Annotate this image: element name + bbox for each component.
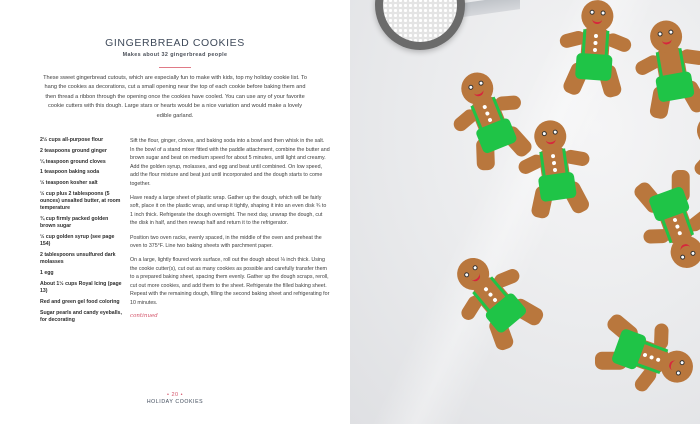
- ingredient-item: ½ cup golden syrup (see page 154): [40, 234, 115, 248]
- cookie-photo: [350, 0, 700, 424]
- ingredient-item: 1 teaspoon baking soda: [40, 169, 100, 176]
- ingredient-item: Red and green gel food coloring: [40, 298, 120, 305]
- method-step: On a large, lightly floured work surface, roll out the dough about ⅛ inch thick. Using the cookie cutter(s), cut out as many cookies as possible and carefully transfer them to a prepared baking sheet, spacing them evenly. Gather up the dough scraps, reroll, cut out more cookies, and add them to the sheet. Refrigerate the filled baking sheet. Repeat with the remaining dough, filling the second baking sheet and refrigerating for 10 minutes.: [130, 257, 330, 306]
- gingerbread-cookie: [552, 0, 639, 103]
- ingredient-item: 2 teaspoons ground ginger: [40, 147, 107, 154]
- section-name: HOLIDAY COOKIES: [146, 399, 204, 405]
- ingredient-item: ½ cup plus 2 tablespoons (5 ounces) unsalted butter, at room temperature: [40, 190, 121, 212]
- ingredient-item: ¾ cup firmly packed golden brown sugar: [40, 216, 109, 230]
- method-steps: [130, 137, 330, 319]
- recipe-yield: Makes about 32 gingerbread people: [122, 52, 228, 58]
- ingredient-item: 1 egg: [40, 270, 54, 277]
- ingredient-item: About 1½ cups Royal Icing (page 13): [40, 280, 122, 295]
- ingredient-item: Sugar pearls and candy eyeballs, for decorating: [40, 309, 122, 323]
- ingredient-item: ¼ teaspoon ground cloves: [40, 158, 106, 165]
- ingredient-list: [40, 137, 122, 328]
- ingredient-item: 2 tablespoons unsulfured dark molasses: [40, 252, 116, 266]
- ingredient-item: 2½ cups all-purpose flour: [40, 137, 104, 143]
- gingerbread-cookie: [508, 115, 601, 225]
- ingredient-item: ½ teaspoon kosher salt: [40, 180, 98, 187]
- recipe-title: GINGERBREAD COOKIES: [105, 37, 245, 49]
- title-divider: [159, 67, 191, 68]
- continued-marker: continued: [130, 313, 158, 320]
- page-footer: [0, 392, 350, 405]
- method-step: Position two oven racks, evenly spaced, in the middle of the oven and preheat the oven to 375°F. Line two baking sheets with parchment paper.: [130, 234, 322, 250]
- sugar-pearls: [383, 0, 457, 42]
- page-number: • 20 •: [166, 392, 184, 398]
- method-step: Have ready a large sheet of plastic wrap. Gather up the dough, which will be fairly soft, place it on the plastic wrap, and wrap it tightly, shaping it into an even disk ¾ to 1 inch thick. Refrigerate the dough overnight. The next day, unwrap the dough, cut the disk in half, and then rewrap half and return it to the refrigerator.: [130, 194, 327, 227]
- method-step: Sift the flour, ginger, cloves, and baking soda into a bowl and then whisk in the salt. In the bowl of a stand mixer fitted with the paddle attachment, combine the butter and brown sugar and beat on medium speed for about 5 minutes, until light and creamy. Add the golden syrup, molasses, and egg and beat until combined. On low speed, add the flour mixture and beat just until incorporated and the dough starts to come together.: [130, 138, 330, 187]
- recipe-intro: These sweet gingerbread cutouts, which are especially fun to make with kids, top my holiday cookie list. To hang the cookies as decorations, cut a small opening near the top of each cookie before baking them and then thread a ribbon through the opening once the cookies have cooled. You can use any of your favorite cookie cutters with this dough. Large stars or hearts would be a nice variation and would make a lovely edible garland.: [43, 75, 307, 119]
